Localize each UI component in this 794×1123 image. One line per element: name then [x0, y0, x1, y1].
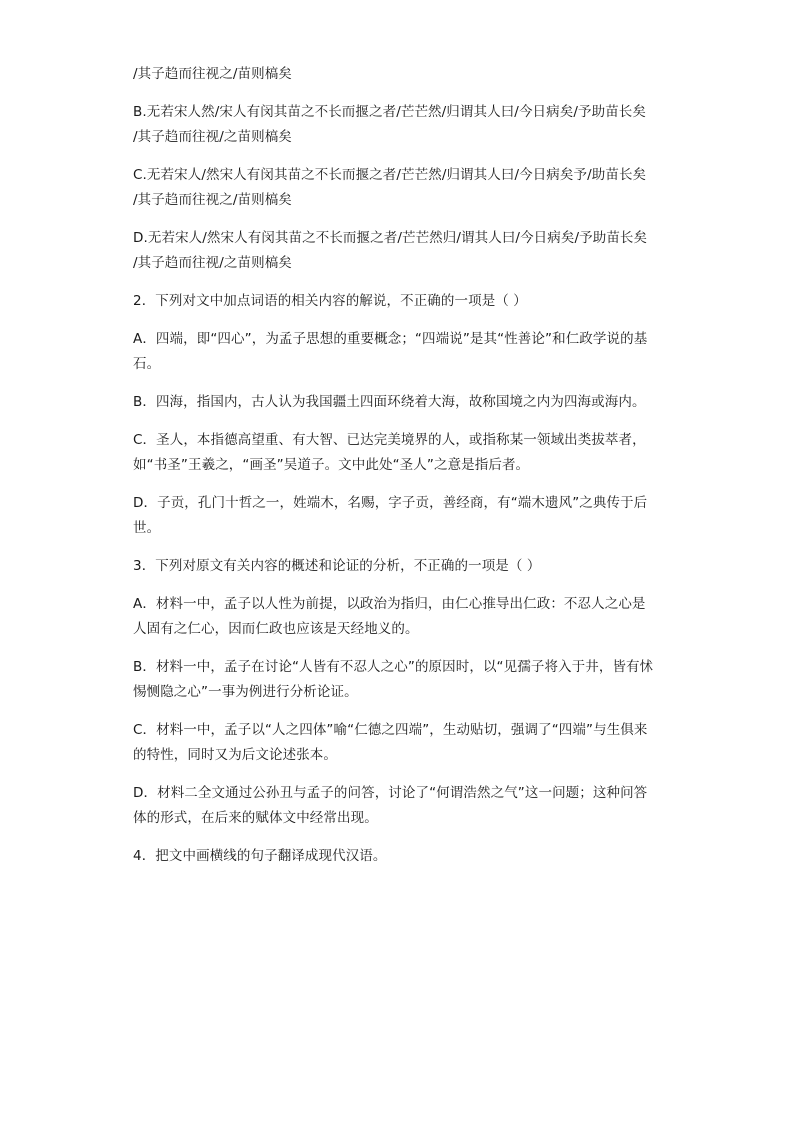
text-line: 石。: [133, 356, 161, 372]
text-line: B．四海，指国内，古人认为我国疆土四面环绕着大海，故称国境之内为四海或海内。: [133, 394, 646, 410]
text-line: /其子趋而往视之/苗则槁矣: [133, 192, 292, 208]
document-page: [133, 62, 673, 882]
question-3-option-d: [133, 781, 673, 831]
text-line: 如“书圣”王羲之，“画圣”吴道子。文中此处“圣人”之意是指后者。: [133, 457, 530, 473]
text-line: D．材料二全文通过公孙丑与孟子的问答，讨论了“何谓浩然之气”这一问题；这种问答: [133, 785, 648, 801]
text-line: 体的形式，在后来的赋体文中经常出现。: [133, 810, 378, 826]
option-d-sentence-break: [133, 226, 673, 276]
question-2-option-b: [133, 390, 673, 415]
text-line: C．材料一中，孟子以“人之四体”喻“仁德之四端”，生动贴切，强调了“四端”与生俱来: [133, 722, 648, 738]
question-3-option-b: [133, 655, 673, 705]
option-b-sentence-break: [133, 100, 673, 150]
text-line: D．子贡，孔门十哲之一，姓端木，名赐，字子贡，善经商，有“端木遗风”之典传于后: [133, 495, 648, 511]
question-2: [133, 289, 673, 314]
question-3: [133, 554, 673, 579]
text-line: 的特性，同时又为后文论述张本。: [133, 747, 337, 763]
question-3-option-c: [133, 718, 673, 768]
question-2-option-a: [133, 327, 673, 377]
text-line: 惕恻隐之心”一事为例进行分析论证。: [133, 684, 358, 700]
text-line: 人固有之仁心，因而仁政也应该是天经地义的。: [133, 621, 419, 637]
text-line: /其子趋而往视之/苗则槁矣: [133, 66, 292, 82]
text-line: D.无若宋人/然宋人有闵其苗之不长而揠之者/芒芒然归/谓其人曰/今日病矣/予助苗长矣: [133, 230, 648, 246]
question-2-option-c: [133, 428, 673, 478]
text-line: /其子趋而往视/之苗则槁矣: [133, 255, 292, 271]
option-a-continuation: [133, 62, 673, 87]
text-line: B．材料一中，孟子在讨论“人皆有不忍人之心”的原因时，以“见孺子将入于井，皆有怵: [133, 659, 654, 675]
question-4: [133, 844, 673, 869]
option-c-sentence-break: [133, 163, 673, 213]
text-line: /其子趋而往视/之苗则槁矣: [133, 129, 292, 145]
text-line: A．材料一中，孟子以人性为前提，以政治为指归，由仁心推导出仁政：不忍人之心是: [133, 596, 646, 612]
text-line: 4．把文中画横线的句子翻译成现代汉语。: [133, 848, 387, 864]
text-line: B.无若宋人然/宋人有闵其苗之不长而揠之者/芒芒然/归谓其人曰/今日病矣/予助苗长矣: [133, 104, 646, 120]
question-2-option-d: [133, 491, 673, 541]
text-line: 3．下列对原文有关内容的概述和论证的分析，不正确的一项是（ ）: [133, 558, 541, 574]
text-line: C．圣人，本指德高望重、有大智、已达完美境界的人，或指称某一领域出类拔萃者，: [133, 432, 646, 448]
text-line: C.无若宋人/然宋人有闵其苗之不长而揠之者/芒芒然/归谓其人曰/今日病矣予/助苗长矣: [133, 167, 647, 183]
question-3-option-a: [133, 592, 673, 642]
text-line: 世。: [133, 520, 161, 536]
text-line: 2．下列对文中加点词语的相关内容的解说，不正确的一项是（ ）: [133, 293, 527, 309]
text-line: A．四端，即“四心”，为孟子思想的重要概念；“四端说”是其“性善论”和仁政学说的基: [133, 331, 648, 347]
